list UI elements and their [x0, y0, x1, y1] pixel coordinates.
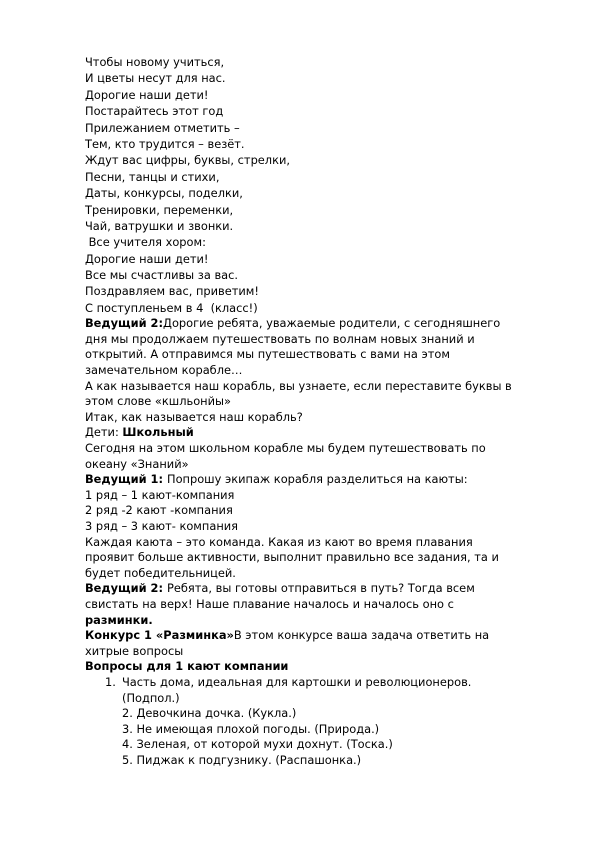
host2-intro-paragraph	[85, 316, 525, 378]
list-item: 5. Пиджак к подгузнику. (Распашонка.)	[122, 752, 362, 767]
paragraph-text: Дорогие ребята, уважаемые родители, с сегодняшнего дня мы продолжаем путешествовать по волнам новых знаний и открытий. А отправимся мы путешествовать с вами на этом замечательном корабле…	[85, 316, 501, 378]
paragraph-text: В этом конкурсе ваша задача ответить на хитрые вопросы	[85, 628, 490, 658]
speaker-label: Ведущий 2:	[85, 581, 167, 596]
list-item: 4. Зеленая, от которой мухи дохнут. (Тоска.)	[122, 737, 393, 752]
team-paragraph: Каждая каюта – это команда. Какая из кают во время плавания проявит больше активности, выполнит правильно все задания, та и будет победительницей.	[85, 534, 499, 580]
poem-line: Все мы счастливы за вас.	[85, 268, 239, 283]
poem-line: Чай, ватрушки и звонки.	[85, 218, 234, 233]
questions-list	[85, 675, 525, 769]
poem-line: Песни, танцы и стихи,	[85, 169, 220, 184]
item-text: Часть дома, идеальная для картошки и революционеров. (Подпол.)	[122, 674, 472, 705]
poem-line: Дорогие наши дети!	[85, 251, 209, 266]
ocean-paragraph: Сегодня на этом школьном корабле мы будем путешествовать по океану «Знаний»	[85, 441, 486, 471]
poem-line: Чтобы новому учиться,	[85, 55, 225, 69]
speaker-label: Дети:	[85, 425, 123, 440]
paragraph-text: Попрошу экипаж корабля разделиться на каюты:	[167, 472, 468, 487]
poem-line: Даты, конкурсы, поделки,	[85, 186, 243, 201]
poem-line: Тренировки, переменки,	[85, 202, 234, 217]
questions-heading: Вопросы для 1 кают компании	[85, 659, 289, 674]
item-number: 1.	[105, 674, 116, 689]
poem-line: Постарайтесь этот год	[85, 104, 224, 119]
list-item: 2. Девочкина дочка. (Кукла.)	[122, 706, 297, 721]
speaker-label: Ведущий 2:	[85, 316, 164, 331]
host1-paragraph	[85, 472, 525, 488]
poem-line: Тем, кто трудится – везёт.	[85, 136, 245, 151]
contest-label: Конкурс 1 «Разминка»	[85, 628, 234, 643]
poem-line: И цветы несут для нас.	[85, 71, 226, 86]
greeting-poem	[85, 54, 525, 316]
document-page	[85, 54, 525, 768]
poem-line: Все учителя хором:	[85, 235, 206, 250]
contest1-paragraph	[85, 628, 525, 659]
ship-name-question: Итак, как называется наш корабль?	[85, 409, 303, 424]
paragraph-text: Ребята, вы готовы отправиться в путь? Тогда всем свистать на верх! Наше плавание началось и началось оно с	[85, 581, 475, 611]
children-answer	[85, 425, 525, 441]
bold-word: разминки.	[85, 612, 153, 627]
list-item: 3. Не имеющая плохой погоды. (Природа.)	[122, 721, 380, 736]
cabin-row: 2 ряд -2 кают -компания	[85, 503, 233, 518]
ship-name-riddle: А как называется наш корабль, вы узнаете, если переставите буквы в этом слове «кшльонйы»	[85, 378, 512, 409]
answer-text: Школьный	[122, 425, 194, 440]
poem-line: Дорогие наши дети!	[85, 87, 209, 102]
cabin-row: 3 ряд – 3 кают- компания	[85, 518, 239, 533]
speaker-label: Ведущий 1:	[85, 472, 167, 487]
poem-line: Прилежанием отметить –	[85, 120, 240, 135]
poem-line: Ждут вас цифры, буквы, стрелки,	[85, 153, 290, 168]
host2-start-paragraph	[85, 581, 525, 628]
poem-line: С поступленьем в 4 (класс!)	[85, 300, 258, 315]
cabin-rows	[85, 488, 525, 535]
cabin-row: 1 ряд – 1 кают-компания	[85, 487, 235, 502]
list-item	[85, 675, 525, 706]
poem-line: Поздравляем вас, приветим!	[85, 284, 259, 299]
